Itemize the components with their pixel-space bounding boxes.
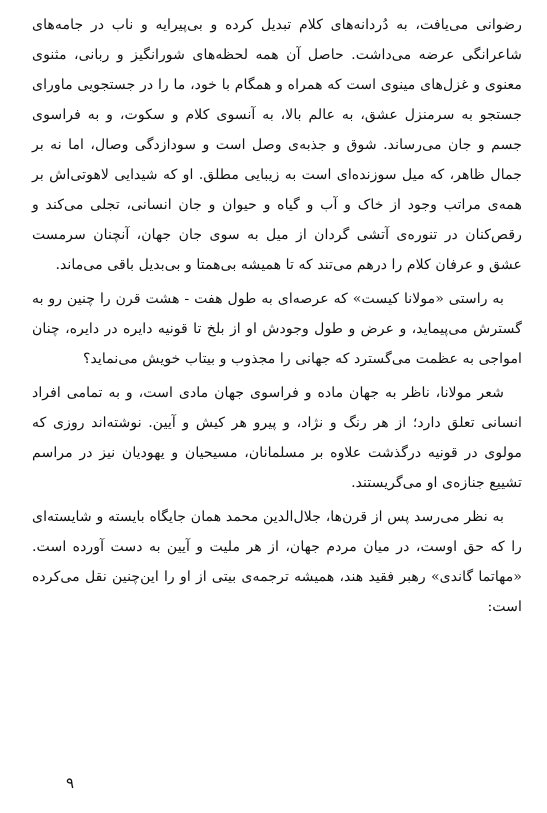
paragraph-1: رضوانی می‌یافت، به دُردانه‌های کلام تبدیل کرده و بی‌پیرایه و ناب در جامه‌های شاعرانگی عرضه می‌داشت. حاصل آن همه لحظه‌های شورانگیز و ربانی، مثنوی معنوی و غزل‌های مینوی است که همراه و همگام با خود، ما را در جستجویی ماورای جستجو به سرمنزل عشق، به عالم بالا، به آنسوی کلام و سکوت، و به فراسوی جسم و جان می‌رساند. شوق و جذبه‌ی وصل است و سودازدگی وصال، اما نه بر جمال ظاهر، که میل سوزنده‌ای است به زیبایی مطلق. او که شیدایی لاهوتی‌اش بر همه‌ی مراتب وجود از خاک و آب و گیاه و حیوان و جان انسانی، تجلی می‌کند و رقص‌کنان در تنوره‌ی آتشی گردان از میل به سوی جان جهان، آنچنان سرمست عشق و عرفان کلام را درهم می‌تند که تا همیشه بی‌همتا و بی‌بدیل باقی می‌ماند. (32, 17, 522, 273)
paragraph-4: به نظر می‌رسد پس از قرن‌ها، جلال‌الدین محمد همان جایگاه بایسته و شایسته‌ای را که حق اوست، در میان مردم جهان، از هر ملیت و آیین به دست آورده است. «مهاتما گاندی» رهبر فقید هند، همیشه ترجمه‌ی بیتی از او را این‌چنین نقل می‌کرده است: (32, 509, 522, 615)
paragraph-3: شعر مولانا، ناظر به جهان ماده و فراسوی جهان مادی است، و به تمامی افراد انسانی تعلق دارد؛ از هر رنگ و نژاد، و پیرو هر کیش و آیین. نوشته‌اند روزی که مولوی در قونیه درگذشت علاوه بر مسلمانان، مسیحیان و یهودیان نیز در مراسم تشییع جنازه‌ی او می‌گریستند. (32, 385, 522, 491)
page-number: ۹ (66, 774, 75, 792)
page-body (32, 10, 522, 810)
paragraph-2: به راستی «مولانا کیست» که عرصه‌ای به طول هفت - هشت قرن را چنین رو به گسترش می‌پیماید، و عرض و طول وجودش او از بلخ تا قونیه دایره در دایره، چنان امواجی به عظمت می‌گسترد که جهانی را مجذوب و بیتاب خویش می‌نماید؟ (32, 291, 522, 367)
